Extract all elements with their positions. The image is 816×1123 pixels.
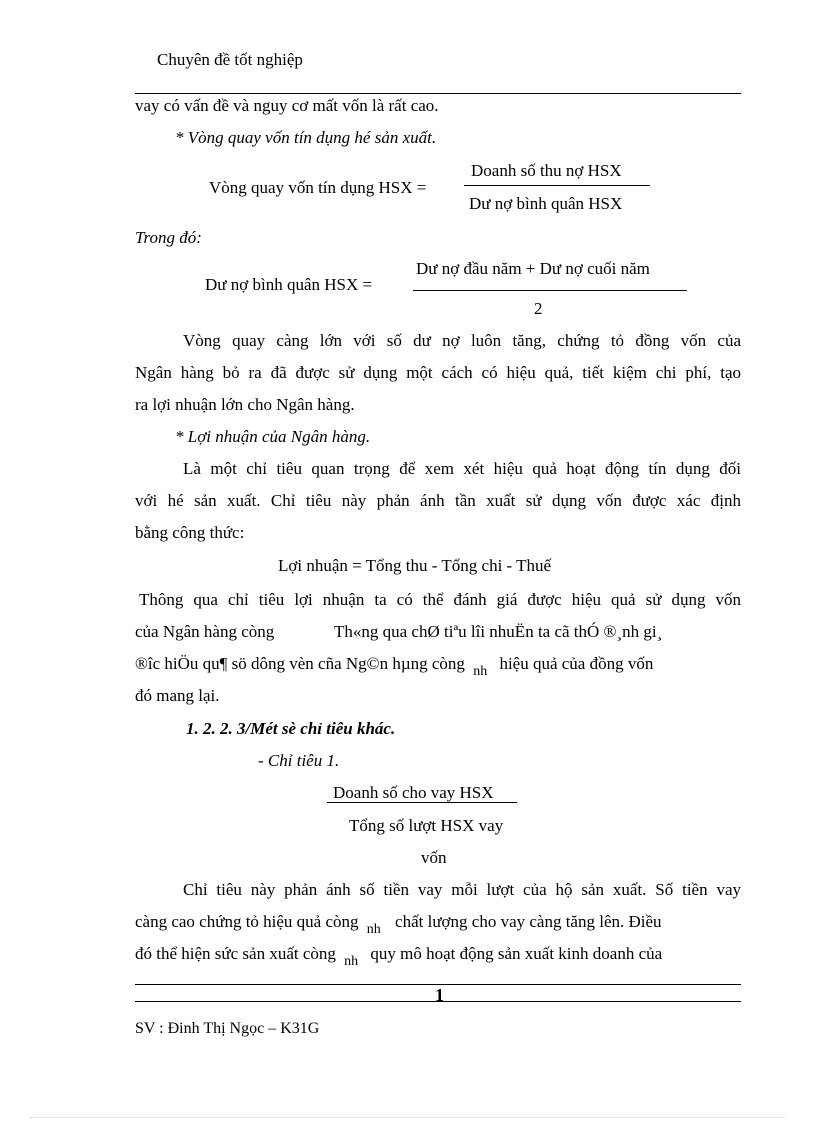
page-edge-dots [30,1117,786,1118]
text-line: vay có vấn đề và nguy cơ mất vốn là rất cao. [135,96,439,115]
formula4-denominator: Tổng số lượt HSX vay [349,816,504,835]
paragraph3-line1: Thông qua chỉ tiêu lợi nhuận ta có thể đánh giá được hiệu quả sử dụng vốn [139,590,741,609]
formula4-numerator: Doanh số cho vay HSX [333,783,494,802]
paragraph3-line4: đó mang lại. [135,686,220,705]
subheading-vong-quay: * Vòng quay vốn tín dụng hé sản xuất. [175,128,437,147]
formula1-fraction-bar [464,185,650,186]
formula1-left: Vòng quay vốn tín dụng HSX = [209,178,427,197]
formula4-von: vốn [421,848,447,867]
paragraph3-line3: ®îc hiÖu qu¶ sö dông vèn cña Ng©n hµng còng $_{nh}$ hiệu quả của đồng vốn [135,654,654,679]
footer-rule-bottom [135,1001,741,1002]
paragraph2-line2: với hé sản xuất. Chỉ tiêu này phản ánh tần xuất sử dụng vốn được xác định [135,491,741,510]
paragraph4-line3: đó thể hiện sức sản xuất còng $_{nh}$ quy mô hoạt động sản xuất kinh doanh của [135,944,663,969]
formula1-numerator: Doanh số thu nợ HSX [471,161,622,180]
trong-do-label: Trong đó: [135,228,202,247]
page-number: 1 [435,985,444,1005]
formula4-fraction-bar [327,802,517,803]
section-heading: 1. 2. 2. 3/Mét sè chỉ tiêu khác. [186,719,396,738]
header-title: Chuyên đề tốt nghiệp [157,50,303,69]
paragraph3-line2-b: Th«ng qua chØ tiªu lîi nhuËn ta cã thÓ ®¸nh gi¸ [334,622,663,641]
paragraph2-line1: Là một chỉ tiêu quan trọng để xem xét hiệu quả hoạt động tín dụng đối [183,459,741,478]
paragraph1-line1: Vòng quay càng lớn với số dư nợ luôn tăng, chứng tỏ đồng vốn của [183,331,741,350]
paragraph1-line2: Ngân hàng bỏ ra đã được sử dụng một cách có hiệu quả, tiết kiệm chi phí, tạo [135,363,741,382]
formula1-denominator: Dư nợ bình quân HSX [469,194,623,213]
paragraph1-line3: ra lợi nhuận lớn cho Ngân hàng. [135,395,355,414]
student-name: SV : Đinh Thị Ngọc – K31G [135,1020,320,1037]
header-rule [135,93,741,94]
subheading-loi-nhuan: * Lợi nhuận của Ngân hàng. [175,427,371,446]
formula3: Lợi nhuận = Tổng thu - Tổng chi - Thuế [278,556,552,575]
formula2-fraction-bar [413,290,687,291]
paragraph4-line1: Chỉ tiêu này phản ánh số tiền vay mỗi lượt của hộ sản xuất. Số tiền vay [183,880,741,899]
paragraph4-line2: càng cao chứng tỏ hiệu quả còng $_{nh}$ chất lượng cho vay càng tăng lên. Điều [135,912,662,937]
formula2-denominator: 2 [534,299,543,318]
paragraph3-line2-a: của Ngân hàng còng [135,622,275,641]
paragraph2-line3: bằng công thức: [135,523,245,542]
chi-tieu-heading: - Chỉ tiêu 1. [258,751,340,770]
formula2-left: Dư nợ bình quân HSX = [205,275,373,294]
formula2-numerator: Dư nợ đầu năm + Dư nợ cuối năm [416,259,650,278]
